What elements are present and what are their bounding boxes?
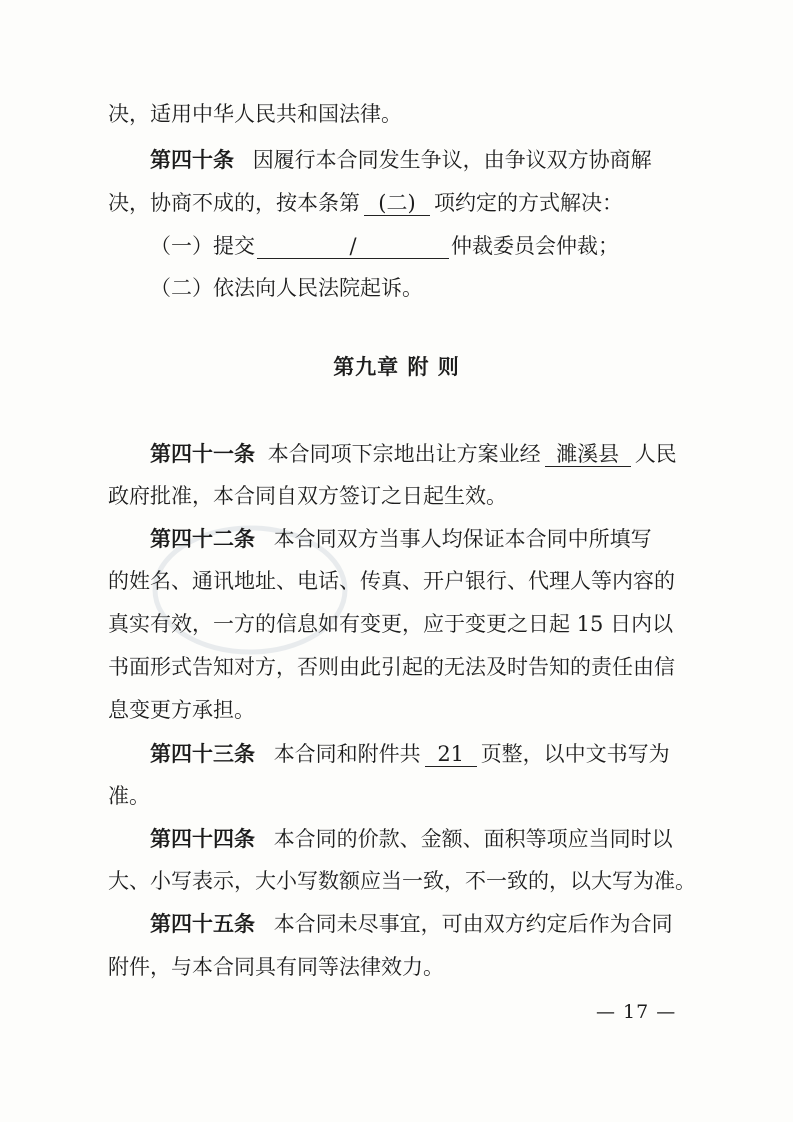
article-text: 本合同双方当事人均保证本合同中所填写 [273, 527, 652, 551]
text-line [0, 189, 793, 217]
article-44 [0, 825, 793, 853]
article-text: 决，协商不成的，按本条第 [108, 191, 360, 215]
article-heading: 第四十五条 [150, 911, 255, 936]
option-1 [0, 232, 793, 260]
text-line: 决，适用中华人民共和国法律。 [108, 102, 402, 126]
text-line: 准。 [108, 784, 150, 808]
text-line: 政府批准，本合同自双方签订之日起生效。 [108, 484, 507, 508]
article-text: 项约定的方式解决： [434, 191, 623, 215]
article-heading: 第四十条 [150, 147, 234, 172]
text-line: 附件，与本合同具有同等法律效力。 [108, 955, 444, 979]
chapter-title: 第九章 附 则 [333, 354, 460, 379]
article-42 [0, 525, 793, 553]
filled-blank: 濉溪县 [545, 442, 631, 467]
article-text: 本合同的价款、金额、面积等项应当同时以 [273, 827, 673, 851]
article-40 [0, 146, 793, 174]
option-text: （一）提交 [150, 234, 255, 258]
filled-blank: / [257, 234, 449, 259]
article-heading: 第四十二条 [150, 526, 255, 551]
text-line: 书面形式告知对方，否则由此引起的无法及时告知的责任由信 [108, 655, 675, 679]
article-43 [0, 740, 793, 768]
article-heading: 第四十四条 [150, 826, 255, 851]
text-line: 的姓名、通讯地址、电话、传真、开户银行、代理人等内容的 [108, 569, 675, 593]
text-line: 大、小写表示，大小写数额应当一致，不一致的，以大写为准。 [108, 869, 696, 893]
article-text: 本合同项下宗地出让方案业经 [267, 442, 541, 466]
article-text: 本合同未尽事宜，可由双方约定后作为合同 [273, 912, 673, 936]
page-number: — 17 — [596, 1001, 677, 1023]
article-heading: 第四十三条 [150, 741, 255, 766]
article-text: 因履行本合同发生争议，由争议双方协商解 [252, 148, 652, 172]
text-line: 息变更方承担。 [108, 698, 255, 722]
article-45 [0, 910, 793, 938]
option-text: 仲裁委员会仲裁； [451, 234, 619, 258]
text-line: 真实有效，一方的信息如有变更，应于变更之日起 15 日内以 [108, 612, 674, 636]
option-2: （二）依法向人民法院起诉。 [150, 276, 423, 300]
article-text: 页整，以中文书写为 [480, 742, 670, 766]
article-41 [0, 440, 793, 468]
filled-blank: (二) [364, 191, 430, 216]
filled-blank: 21 [425, 742, 477, 767]
article-text: 人民 [634, 442, 677, 466]
article-heading: 第四十一条 [150, 441, 255, 466]
article-text: 本合同和附件共 [273, 742, 421, 766]
